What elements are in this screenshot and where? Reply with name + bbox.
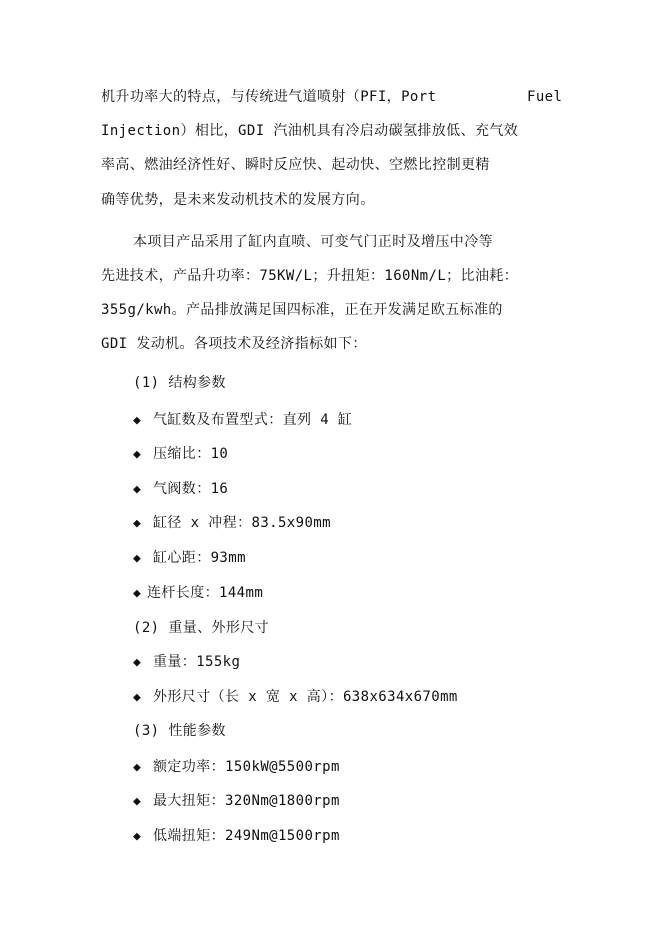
diamond-bullet-icon: ◆ [133, 413, 142, 428]
section-heading-weight: (2) 重量、外形尺寸 [133, 620, 270, 636]
list-item: ◆ 额定功率：150kW@5500rpm [133, 757, 340, 778]
list-item: ◆ 低端扭矩：249Nm@1500rpm [133, 826, 340, 847]
paragraph1-line3: 率高、燃油经济性好、瞬时反应快、起动快、空燃比控制更精 [101, 157, 490, 173]
paragraph1-line1 [101, 87, 563, 107]
paragraph1-line4: 确等优势，是未来发动机技术的发展方向。 [101, 192, 375, 208]
diamond-bullet-icon: ◆ [133, 760, 142, 775]
list-item: ◆ 连杆长度：144mm [133, 583, 263, 604]
list-item: ◆ 最大扭矩：320Nm@1800rpm [133, 791, 340, 812]
diamond-bullet-icon: ◆ [133, 829, 142, 844]
diamond-bullet-icon: ◆ [133, 794, 142, 809]
list-item: ◆ 缸心距：93mm [133, 548, 246, 569]
list-item: ◆ 外形尺寸（长 x 宽 x 高）：638x634x670mm [133, 687, 458, 708]
diamond-bullet-icon: ◆ [133, 586, 142, 601]
diamond-bullet-icon: ◆ [133, 655, 142, 670]
list-item: ◆ 压缩比：10 [133, 444, 228, 465]
list-item: ◆ 缸径 x 冲程：83.5x90mm [133, 513, 331, 534]
paragraph2-line3: 355g/kwh。产品排放满足国四标准，正在开发满足欧五标准的 [101, 302, 503, 318]
diamond-bullet-icon: ◆ [133, 516, 142, 531]
paragraph2-line4: GDI 发动机。各项技术及经济指标如下： [101, 336, 367, 352]
paragraph2-line2: 先进技术，产品升功率：75KW/L；升扭矩：160Nm/L；比油耗： [101, 268, 519, 284]
list-item: ◆ 气阀数：16 [133, 479, 228, 500]
paragraph2-line1: 本项目产品采用了缸内直喷、可变气门正时及增压中冷等 [133, 234, 493, 250]
paragraph1-line1-tail: Fuel [527, 89, 563, 105]
diamond-bullet-icon: ◆ [133, 690, 142, 705]
list-item: ◆ 气缸数及布置型式：直列 4 缸 [133, 410, 352, 431]
diamond-bullet-icon: ◆ [133, 482, 142, 497]
paragraph1-line1-main: 机升功率大的特点，与传统进气道喷射（PFI，Port [101, 89, 437, 105]
list-item: ◆ 重量：155kg [133, 652, 240, 673]
section-heading-structure: (1) 结构参数 [133, 375, 226, 391]
paragraph1-line2: Injection）相比，GDI 汽油机具有冷启动碳氢排放低、充气效 [101, 123, 519, 139]
diamond-bullet-icon: ◆ [133, 447, 142, 462]
diamond-bullet-icon: ◆ [133, 551, 142, 566]
section-heading-performance: (3) 性能参数 [133, 723, 226, 739]
